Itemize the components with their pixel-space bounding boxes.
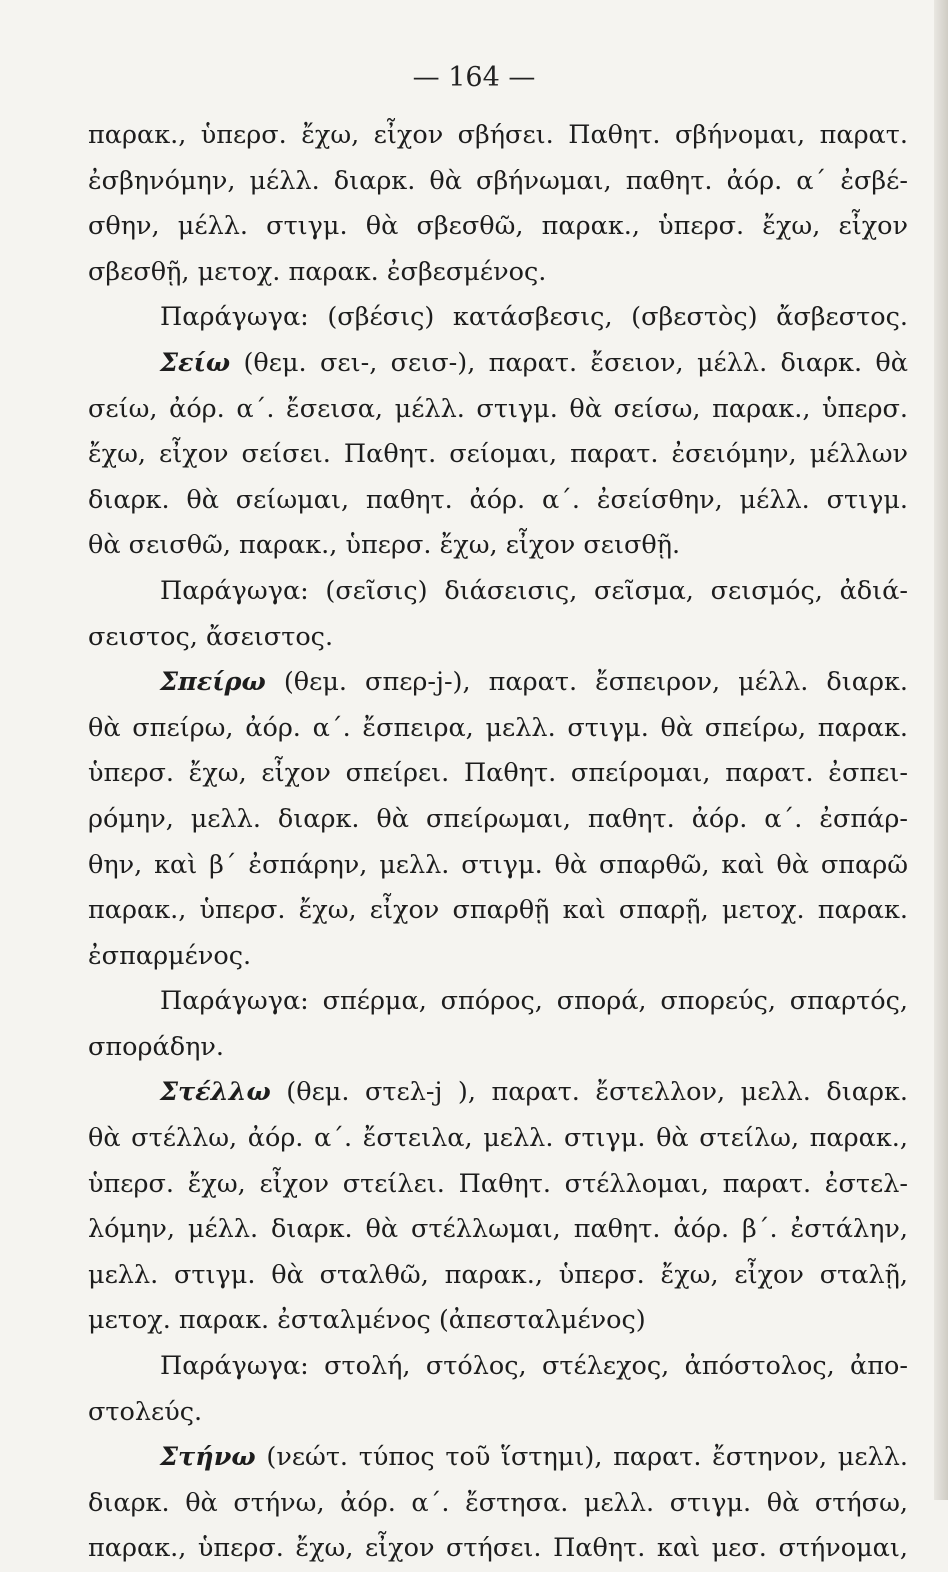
headword-speiro: Σπείρω: [160, 667, 266, 698]
headword-stino: Στήνω: [160, 1442, 256, 1473]
headword-seio: Σείω: [160, 347, 231, 378]
text-line: θὰ σπείρω, ἀόρ. α΄. ἔσπειρα, μελλ. στιγμ. θὰ σπείρω, παρακ.: [88, 712, 908, 743]
text-line: θην, καὶ β΄ ἐσπάρην, μελλ. στιγμ. θὰ σπαρθῶ, καὶ θὰ σπαρῶ: [88, 849, 908, 880]
text-line: Παράγωγα: στολή, στόλος, στέλεχος, ἀπόστολος, ἀπο-: [160, 1351, 908, 1382]
text-line: σθην, μέλλ. στιγμ. θὰ σβεσθῶ, παρακ., ὑπερσ. ἔχω, εἶχον: [88, 211, 908, 242]
entry-line-seio: Σείω (θεμ. σει-, σεισ-), παρατ. ἔσειον, μέλλ. διαρκ. θὰ: [160, 347, 908, 378]
page-number: — 164 —: [412, 62, 536, 93]
text-line: σείω, ἀόρ. α΄. ἔσεισα, μέλλ. στιγμ. θὰ σείσω, παρακ., ὑπερσ.: [88, 393, 908, 424]
text-body: [88, 113, 908, 1572]
text-line: λόμην, μέλλ. διαρκ. θὰ στέλλωμαι, παθητ. ἀόρ. β΄. ἐστάλην,: [88, 1214, 908, 1245]
entry-line-stino: Στήνω (νεώτ. τύπος τοῦ ἵστημι), παρατ. ἔστηνον, μελλ.: [160, 1442, 908, 1473]
text-line: διαρκ. θὰ σείωμαι, παθητ. ἀόρ. α΄. ἐσείσθην, μέλλ. στιγμ.: [88, 484, 908, 515]
entry-line-speiro: Σπείρω (θεμ. σπερ-j-), παρατ. ἔσπειρον, μέλλ. διαρκ.: [160, 667, 908, 698]
text-line: σποράδην.: [88, 1031, 224, 1062]
text-line: ρόμην, μελλ. διαρκ. θὰ σπείρωμαι, παθητ. ἀόρ. α΄. ἐσπάρ-: [88, 803, 908, 834]
text-line: Παράγωγα: σπέρμα, σπόρος, σπορά, σπορεύς, σπαρτός,: [160, 986, 908, 1017]
headword-stello: Στέλλω: [160, 1077, 271, 1108]
entry-line-stello: Στέλλω (θεμ. στελ-j ), παρατ. ἔστελλον, μελλ. διαρκ.: [160, 1077, 908, 1108]
text-line: σειστος, ἄσειστος.: [88, 621, 334, 652]
text-line: παρακ., ὑπερσ. ἔχω, εἶχον στήσει. Παθητ. καὶ μεσ. στήνομαι,: [88, 1533, 908, 1564]
text-line: ἐσβηνόμην, μέλλ. διαρκ. θὰ σβήνωμαι, παθητ. ἀόρ. α΄ ἐσβέ-: [88, 165, 908, 196]
text-line: ἐσπαρμένος.: [88, 940, 252, 971]
text-line: Παράγωγα: (σεῖσις) διάσεισις, σεῖσμα, σεισμός, ἀδιά-: [160, 575, 908, 606]
text-line: σβεσθῇ, μετοχ. παρακ. ἐσβεσμένος.: [88, 256, 547, 287]
text-line: μελλ. στιγμ. θὰ σταλθῶ, παρακ., ὑπερσ. ἔχω, εἶχον σταλῇ,: [88, 1259, 908, 1290]
text-line: Παράγωγα: (σβέσις) κατάσβεσις, (σβεστὸς) ἄσβεστος.: [160, 302, 908, 333]
text-line: ἔχω, εἶχον σείσει. Παθητ. σείομαι, παρατ. ἐσειόμην, μέλλων: [88, 439, 908, 470]
text-line: στολεύς.: [88, 1396, 203, 1427]
page-edge-shadow: [934, 0, 948, 1500]
text-line: θὰ στέλλω, ἀόρ. α΄. ἔστειλα, μελλ. στιγμ. θὰ στείλω, παρακ.,: [88, 1123, 908, 1154]
text-line: ὑπερσ. ἔχω, εἶχον στείλει. Παθητ. στέλλομαι, παρατ. ἐστελ-: [88, 1168, 908, 1199]
text-line: παρακ., ὑπερσ. ἔχω, εἶχον σπαρθῇ καὶ σπαρῇ, μετοχ. παρακ.: [88, 895, 908, 926]
text-line: παρακ., ὑπερσ. ἔχω, εἶχον σβήσει. Παθητ. σβήνομαι, παρατ.: [88, 120, 908, 150]
text-line: θὰ σεισθῶ, παρακ., ὑπερσ. ἔχω, εἶχον σεισθῇ.: [88, 530, 681, 561]
text-line: ὑπερσ. ἔχω, εἶχον σπείρει. Παθητ. σπείρομαι, παρατ. ἐσπει-: [88, 758, 908, 789]
text-line: μετοχ. παρακ. ἐσταλμένος (ἀπεσταλμένος): [88, 1305, 646, 1336]
text-line: διαρκ. θὰ στήνω, ἀόρ. α΄. ἔστησα. μελλ. στιγμ. θὰ στήσω,: [88, 1487, 908, 1518]
